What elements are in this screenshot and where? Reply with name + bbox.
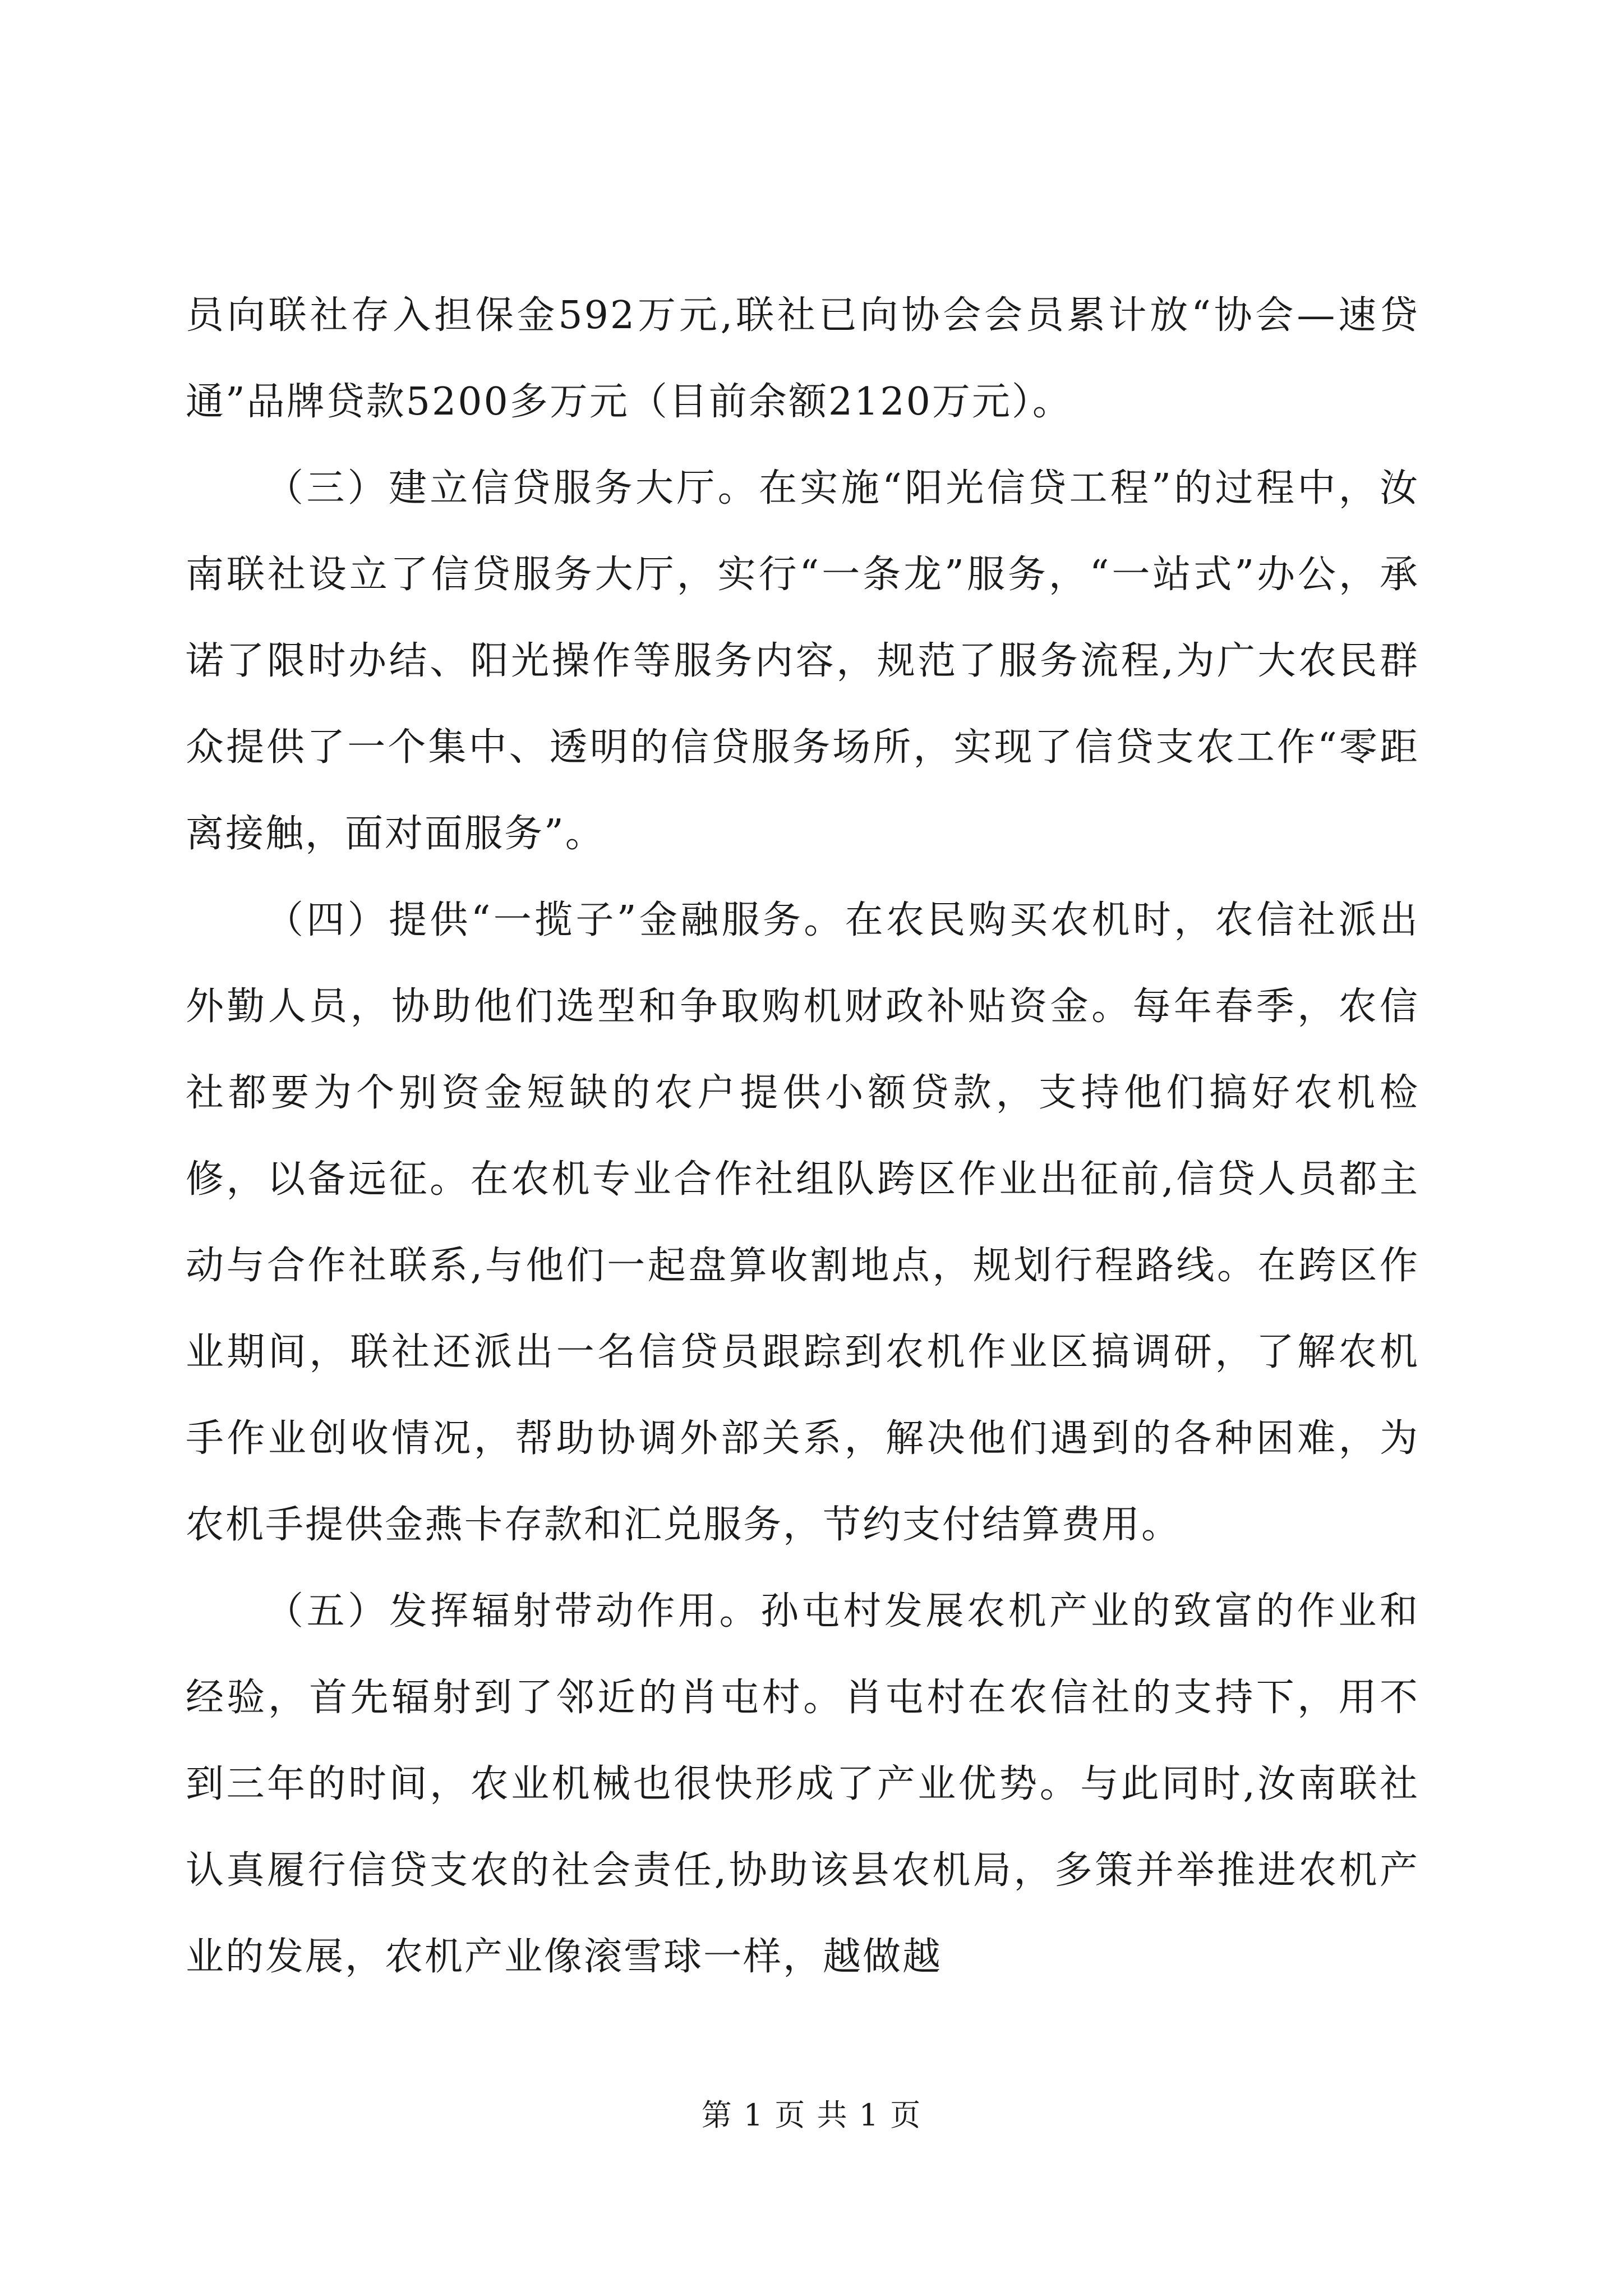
document-body xyxy=(186,273,1419,2000)
paragraph-section-five: （五）发挥辐射带动作用。孙屯村发展农机产业的致富的作业和经验，首先辐射到了邻近的肖屯村。肖屯村在农信社的支持下，用不到三年的时间，农业机械也很快形成了产业优势。与此同时,汝南联社认真履行信贷支农的社会责任,协助该县农机局，多策并举推进农机产业的发展，农机产业像滚雪球一样，越做越 xyxy=(186,1589,1419,1979)
paragraph-section-three: （三）建立信贷服务大厅。在实施“阳光信贷工程”的过程中，汝南联社设立了信贷服务大厅，实行“一条龙”服务，“一站式”办公，承诺了限时办结、阳光操作等服务内容，规范了服务流程,为广大农民群众提供了一个集中、透明的信贷服务场所，实现了信贷支农工作“零距离接触，面对面服务”。 xyxy=(186,466,1419,856)
paragraph-continuation: 员向联社存入担保金592万元,联社已向协会会员累计放“协会—速贷通”品牌贷款5200多万元（目前余额2120万元）。 xyxy=(186,293,1419,424)
paragraph-section-four: （四）提供“一揽子”金融服务。在农民购买农机时，农信社派出外勤人员，协助他们选型和争取购机财政补贴资金。每年春季，农信社都要为个别资金短缺的农户提供小额贷款，支持他们搞好农机检修，以备远征。在农机专业合作社组队跨区作业出征前,信贷人员都主动与合作社联系,与他们一起盘算收割地点，规划行程路线。在跨区作业期间，联社还派出一名信贷员跟踪到农机作业区搞调研，了解农机手作业创收情况，帮助协调外部关系，解决他们遇到的各种困难，为农机手提供金燕卡存款和汇兑服务，节约支付结算费用。 xyxy=(186,898,1419,1547)
page-number-footer: 第 1 页 共 1 页 xyxy=(701,2097,922,2133)
